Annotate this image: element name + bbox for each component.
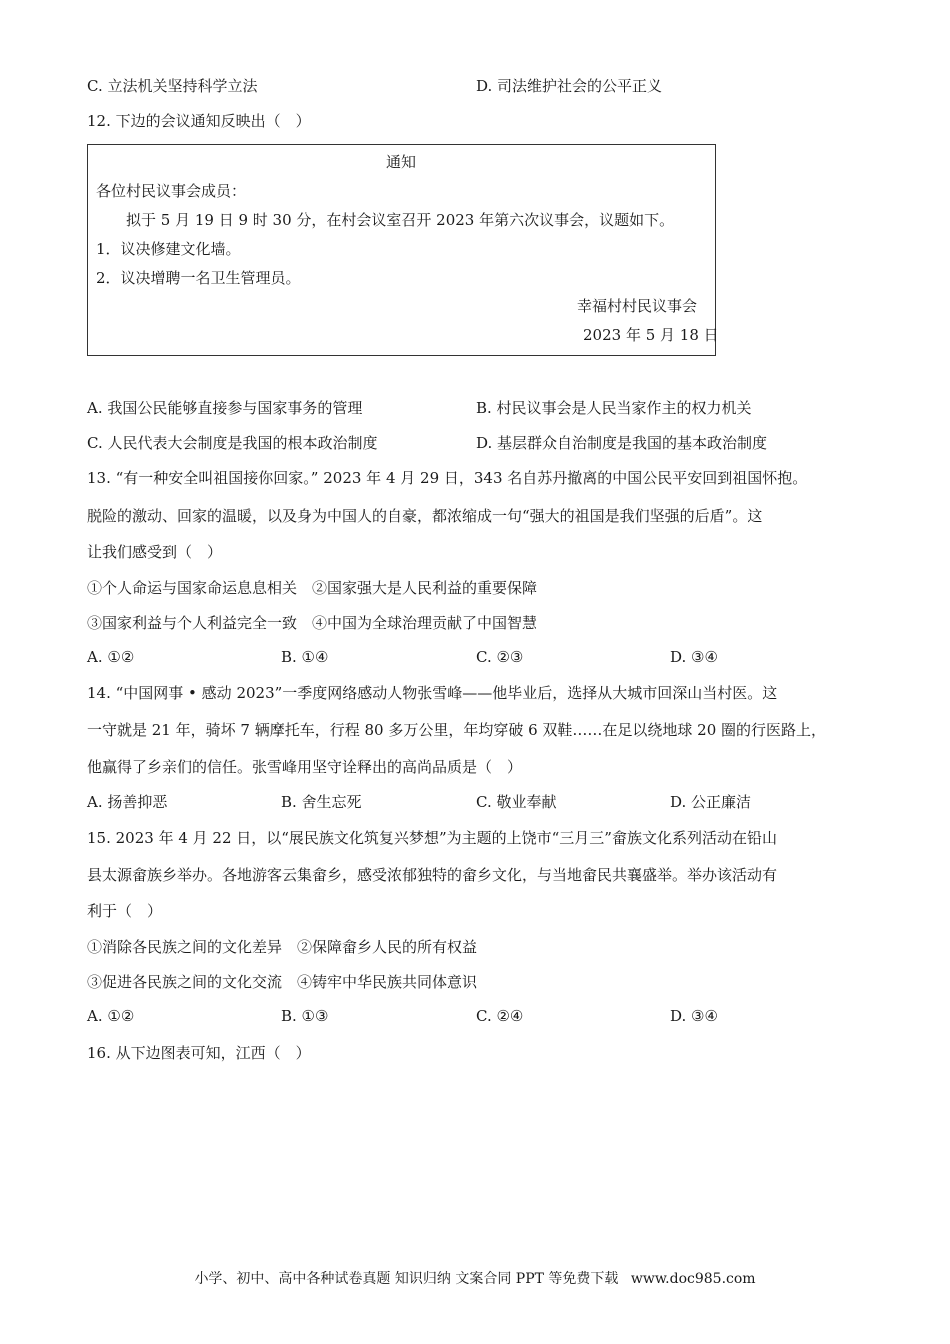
notice-greeting: 各位村民议事会成员： xyxy=(96,182,247,200)
q15-stem-line-2: 县太源畲族乡举办。各地游客云集畲乡，感受浓郁独特的畲乡文化，与当地畲民共襄盛举。举办该活动有 xyxy=(87,866,778,884)
q13-option-b: B. ①④ xyxy=(281,648,329,666)
footer-text: 小学、初中、高中各种试卷真题 知识归纳 文案合同 PPT 等免费下载 xyxy=(194,1271,619,1287)
q15-stem-line-3: 利于（ ） xyxy=(87,902,163,920)
q15-statements-2: ③促进各民族之间的文化交流 ④铸牢中华民族共同体意识 xyxy=(87,973,478,991)
q14-option-b: B. 舍生忘死 xyxy=(281,793,362,811)
page-footer xyxy=(0,1268,950,1288)
q14-stem-line-3: 他赢得了乡亲们的信任。张雪峰用坚守诠释出的高尚品质是（ ） xyxy=(87,758,523,776)
q11-option-c: C. 立法机关坚持科学立法 xyxy=(87,77,258,95)
q12-option-d: D. 基层群众自治制度是我国的基本政治制度 xyxy=(476,434,768,452)
footer-url[interactable]: www.doc985.com xyxy=(630,1271,756,1287)
notice-item-1: 1．议决修建文化墙。 xyxy=(96,240,241,258)
notice-date: 2023 年 5 月 18 日 xyxy=(583,326,719,344)
q12-option-b: B. 村民议事会是人民当家作主的权力机关 xyxy=(476,399,752,417)
notice-signature: 幸福村村民议事会 xyxy=(577,297,698,315)
q13-option-d: D. ③④ xyxy=(670,648,718,666)
q12-stem: 12. 下边的会议通知反映出（ ） xyxy=(87,112,311,130)
q13-option-c: C. ②③ xyxy=(476,648,524,666)
q14-stem-line-2: 一守就是 21 年，骑坏 7 辆摩托车，行程 80 多万公里，年均穿破 6 双鞋……在足以绕地球 20 圈的行医路上， xyxy=(87,721,827,739)
q15-stem-line-1: 15. 2023 年 4 月 22 日，以“展民族文化筑复兴梦想”为主题的上饶市“三月三”畲族文化系列活动在铅山 xyxy=(87,829,777,847)
q12-option-a: A. 我国公民能够直接参与国家事务的管理 xyxy=(87,399,363,417)
q13-option-a: A. ①② xyxy=(87,648,135,666)
q15-option-d: D. ③④ xyxy=(670,1007,718,1025)
q14-option-c: C. 敬业奉献 xyxy=(476,793,557,811)
q14-option-d: D. 公正廉洁 xyxy=(670,793,752,811)
q12-option-c: C. 人民代表大会制度是我国的根本政治制度 xyxy=(87,434,378,452)
q13-stem-line-2: 脱险的激动、回家的温暖，以及身为中国人的自豪，都浓缩成一句“强大的祖国是我们坚强的后盾”。这 xyxy=(87,507,763,525)
q13-statements-1: ①个人命运与国家命运息息相关 ②国家强大是人民利益的重要保障 xyxy=(87,579,538,597)
q15-option-c: C. ②④ xyxy=(476,1007,524,1025)
q15-option-b: B. ①③ xyxy=(281,1007,329,1025)
q14-option-a: A. 扬善抑恶 xyxy=(87,793,168,811)
q11-option-d: D. 司法维护社会的公平正义 xyxy=(476,77,663,95)
q13-statements-2: ③国家利益与个人利益完全一致 ④中国为全球治理贡献了中国智慧 xyxy=(87,614,538,632)
q15-statements-1: ①消除各民族之间的文化差异 ②保障畲乡人民的所有权益 xyxy=(87,938,478,956)
notice-title: 通知 xyxy=(386,153,417,171)
q13-stem-line-3: 让我们感受到（ ） xyxy=(87,543,223,561)
notice-body: 拟于 5 月 19 日 9 时 30 分，在村会议室召开 2023 年第六次议事会，议题如下。 xyxy=(126,211,675,229)
q16-stem: 16. 从下边图表可知，江西（ ） xyxy=(87,1044,311,1062)
q13-stem-line-1: 13. “有一种安全叫祖国接你回家。” 2023 年 4 月 29 日，343 名自苏丹撤离的中国公民平安回到祖国怀抱。 xyxy=(87,469,808,487)
q15-option-a: A. ①② xyxy=(87,1007,135,1025)
notice-item-2: 2．议决增聘一名卫生管理员。 xyxy=(96,269,301,287)
q14-stem-line-1: 14. “中国网事 • 感动 2023”一季度网络感动人物张雪峰——他毕业后，选择从大城市回深山当村医。这 xyxy=(87,684,778,702)
